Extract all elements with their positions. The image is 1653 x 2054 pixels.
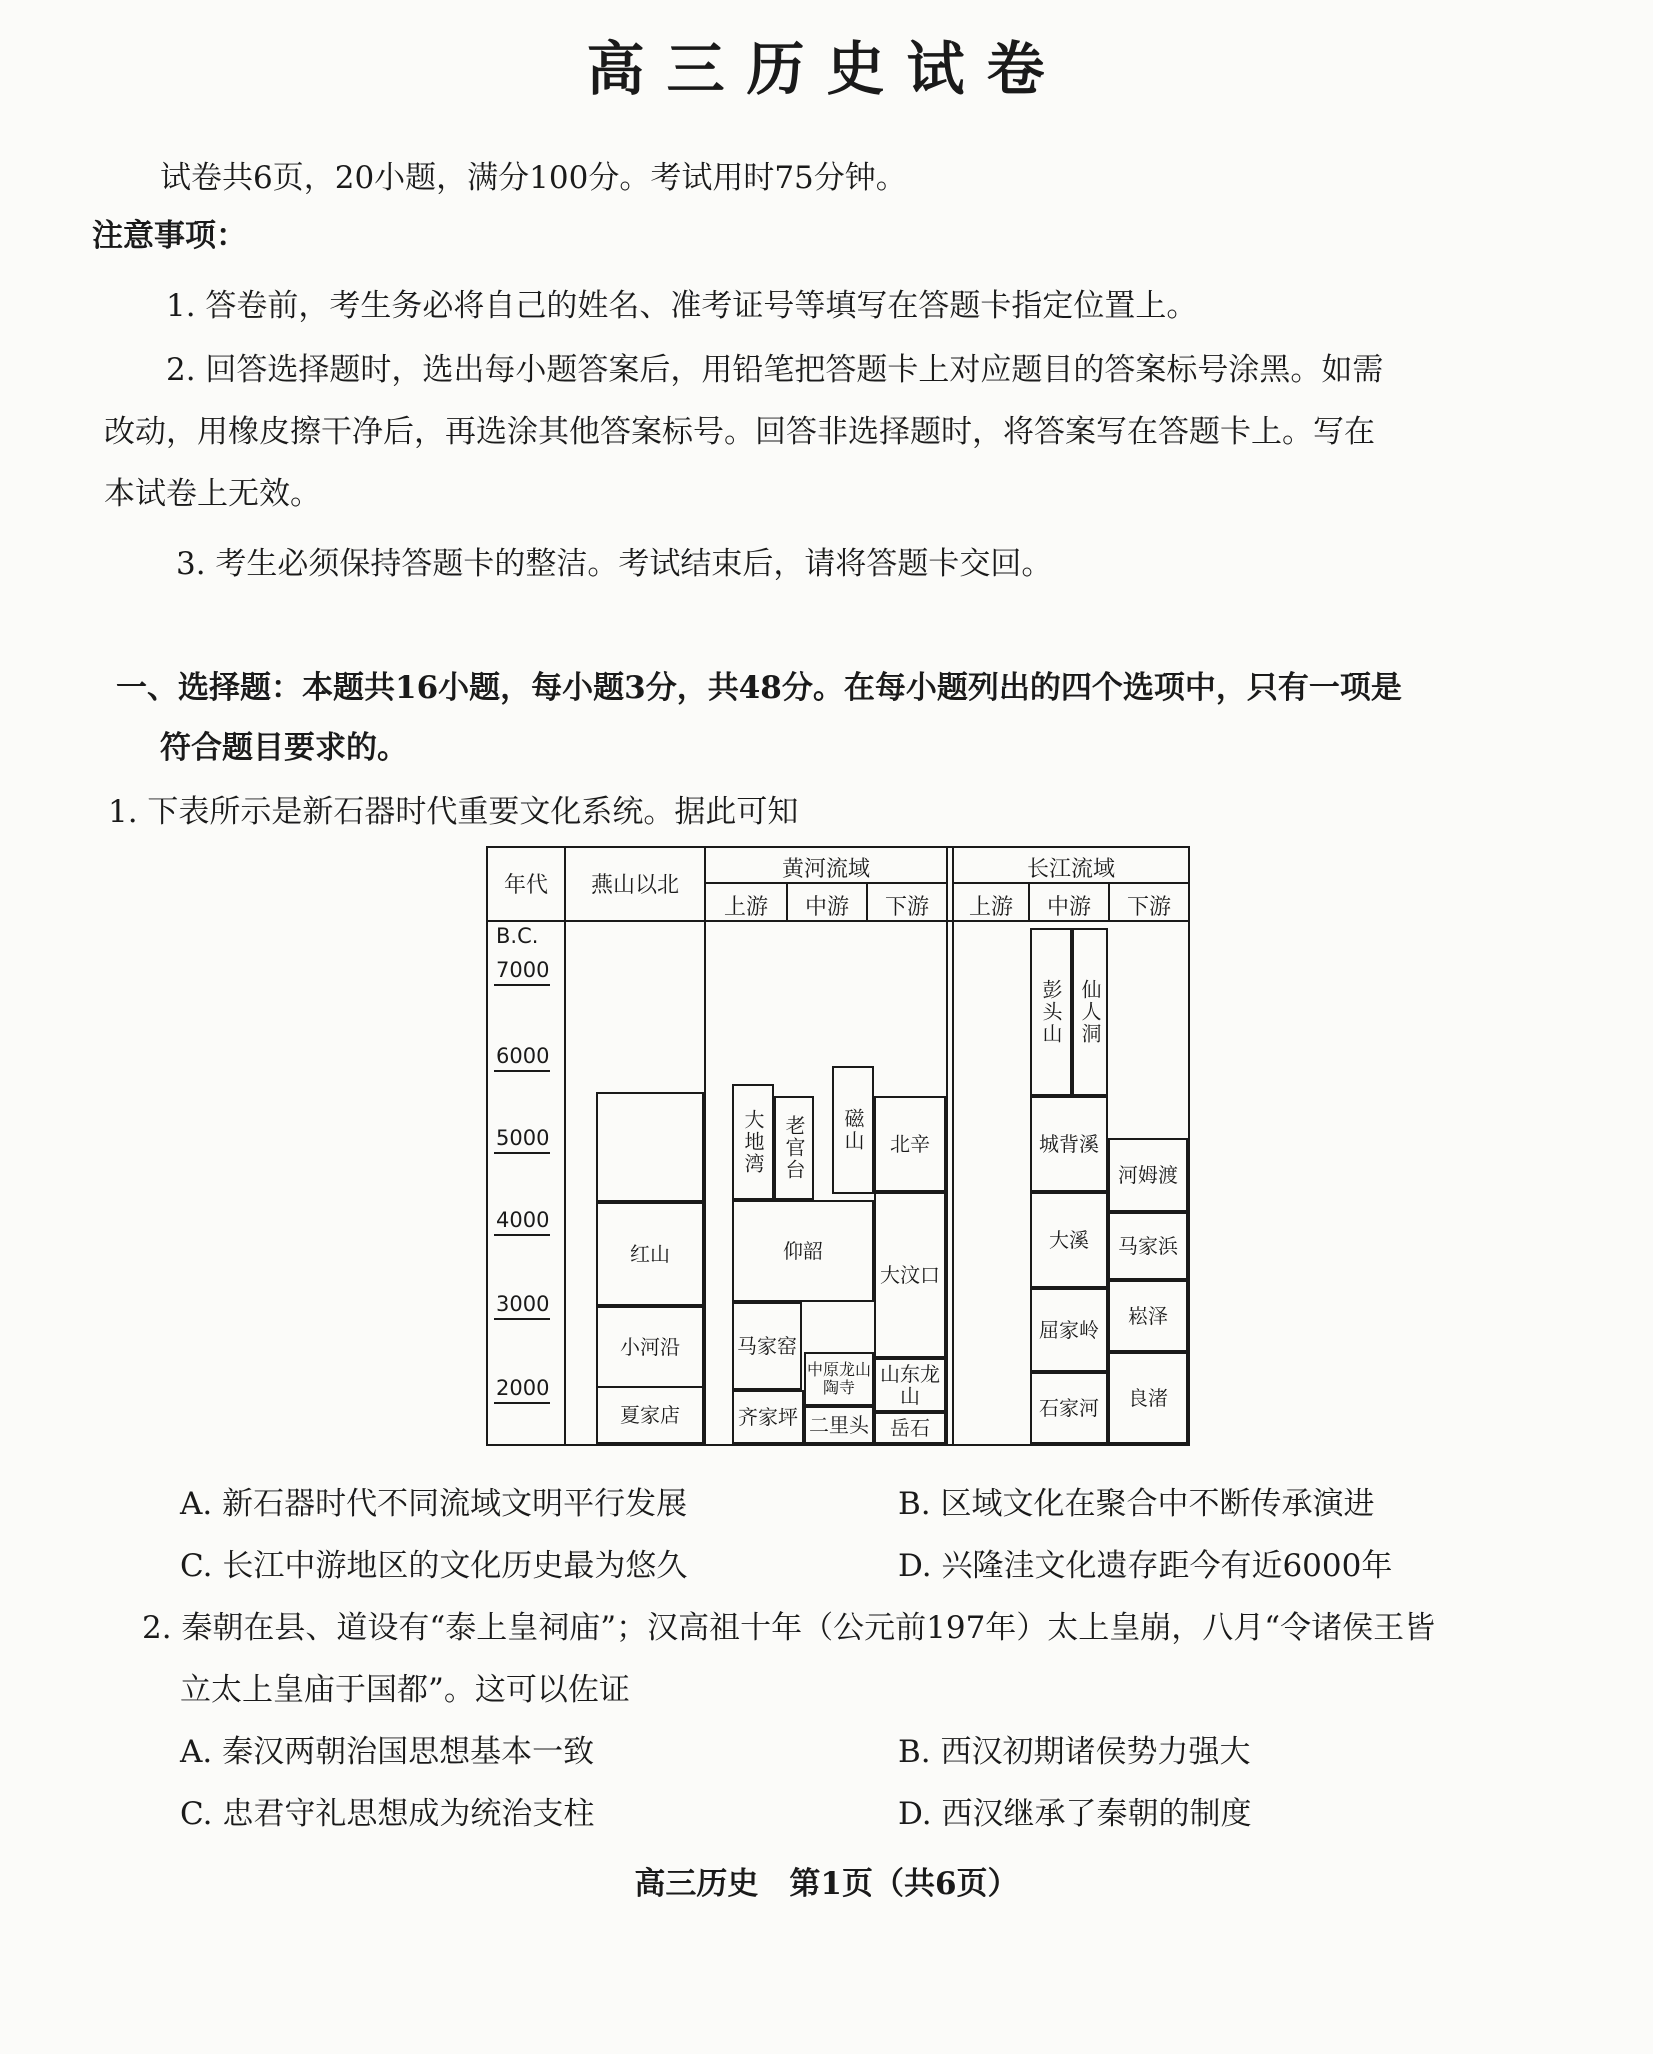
year-tick-6000: 6000 <box>496 1044 550 1068</box>
culture-cishan: 磁山 <box>832 1066 874 1194</box>
header-yangtze: 长江流域 <box>1026 857 1115 882</box>
culture-erlitou: 二里头 <box>804 1406 874 1444</box>
section-heading-cont: 符合题目要求的。 <box>160 730 408 766</box>
year-line-7000 <box>494 984 550 986</box>
year-tick-4000: 4000 <box>496 1208 550 1232</box>
header-north: 燕山以北 <box>590 873 679 898</box>
q2-option-b: B. 西汉初期诸侯势力强大 <box>898 1734 1251 1770</box>
year-tick-3000: 3000 <box>496 1292 550 1316</box>
culture-qujialing: 屈家岭 <box>1030 1288 1108 1372</box>
year-line-3000 <box>494 1318 550 1320</box>
header-yellow-river: 黄河流域 <box>781 857 870 882</box>
culture-dawenkou: 大汶口 <box>874 1192 946 1358</box>
header-era: 年代 <box>503 873 548 898</box>
culture-shijiahe: 石家河 <box>1030 1372 1108 1444</box>
notice-2-cont: 改动，用橡皮擦干净后，再选涂其他答案标号。回答非选择题时，将答案写在答题卡上。写在 <box>104 414 1375 450</box>
q2-option-a: A. 秦汉两朝治国思想基本一致 <box>180 1734 595 1770</box>
page-title: 高三历史试卷 <box>586 35 1067 103</box>
table-bottom-border <box>486 1444 1190 1446</box>
notice-heading: 注意事项： <box>92 218 247 254</box>
q1-option-c: C. 长江中游地区的文化历史最为悠久 <box>180 1548 688 1584</box>
culture-laoguantai: 老官台 <box>774 1096 814 1200</box>
header-yangtze-middle: 中游 <box>1046 895 1091 920</box>
notice-2-end: 本试卷上无效。 <box>104 476 321 512</box>
header-yangtze-lower: 下游 <box>1126 895 1171 920</box>
year-tick-2000: 2000 <box>496 1376 550 1400</box>
year-line-2000 <box>494 1402 550 1404</box>
question-2-stem-cont: 立太上皇庙于国都”。这可以佐证 <box>180 1672 630 1708</box>
culture-liangzhu: 良渚 <box>1108 1352 1188 1444</box>
culture-xiajiadian: 夏家店 <box>596 1386 704 1444</box>
north-col-line <box>704 846 706 1446</box>
section-heading: 一、选择题：本题共16小题，每小题3分，共48分。在每小题列出的四个选项中，只有一项是 <box>116 670 1402 706</box>
yangtze-col-line <box>952 846 954 1446</box>
year-line-5000 <box>494 1152 550 1154</box>
culture-qijiaping: 齐家坪 <box>732 1390 804 1444</box>
culture-zhongyuan-longshan: 中原龙山陶寺 <box>804 1352 874 1406</box>
year-tick-7000: 7000 <box>496 958 550 982</box>
culture-hemudu: 河姆渡 <box>1108 1138 1188 1212</box>
neolithic-culture-table <box>482 846 1192 1446</box>
year-line-6000 <box>494 1070 550 1072</box>
table-top-border <box>486 846 1190 848</box>
yellow-col-line <box>946 846 948 1446</box>
header-yellow-middle: 中游 <box>804 895 849 920</box>
era-bc-label: B.C. <box>496 924 539 948</box>
culture-majiayao: 马家窑 <box>732 1302 802 1390</box>
culture-majiabang: 马家浜 <box>1108 1212 1188 1280</box>
culture-pengtoushan: 彭头山 <box>1030 928 1072 1096</box>
q2-option-d: D. 西汉继承了秦朝的制度 <box>898 1796 1252 1832</box>
culture-yueshi: 岳石 <box>874 1412 946 1444</box>
notice-1: 1. 答卷前，考生务必将自己的姓名、准考证号等填写在答题卡指定位置上。 <box>166 288 1198 324</box>
notice-2: 2. 回答选择题时，选出每小题答案后，用铅笔把答题卡上对应题目的答案标号涂黑。如需 <box>166 352 1384 388</box>
culture-yangshao: 仰韶 <box>732 1200 874 1302</box>
header-yangtze-upper: 上游 <box>968 895 1013 920</box>
header-yellow-lower: 下游 <box>884 895 929 920</box>
table-left-border <box>486 846 488 1446</box>
culture-dadiwan: 大地湾 <box>732 1084 774 1200</box>
header-yellow-upper: 上游 <box>723 895 768 920</box>
notice-3: 3. 考生必须保持答题卡的整洁。考试结束后，请将答题卡交回。 <box>176 546 1053 582</box>
culture-songze: 崧泽 <box>1108 1280 1188 1352</box>
culture-daxi: 大溪 <box>1030 1192 1108 1288</box>
culture-xinglongwa-block <box>596 1092 704 1202</box>
question-1-stem: 1. 下表所示是新石器时代重要文化系统。据此可知 <box>108 794 799 830</box>
culture-shandong-longshan: 山东龙山 <box>874 1358 946 1412</box>
culture-xianrendong: 仙人洞 <box>1072 928 1108 1096</box>
q1-option-d: D. 兴隆洼文化遗存距今有近6000年 <box>898 1548 1393 1584</box>
year-tick-5000: 5000 <box>496 1126 550 1150</box>
year-line-4000 <box>494 1234 550 1236</box>
q2-option-c: C. 忠君守礼思想成为统治支柱 <box>180 1796 595 1832</box>
q1-option-a: A. 新石器时代不同流域文明平行发展 <box>180 1486 688 1522</box>
q1-option-b: B. 区域文化在聚合中不断传承演进 <box>898 1486 1375 1522</box>
page-footer: 高三历史 第1页（共6页） <box>634 1866 1019 1902</box>
culture-xiaoheyan: 小河沿 <box>596 1306 704 1388</box>
culture-beixin: 北辛 <box>874 1096 946 1192</box>
era-col-line <box>564 846 566 1446</box>
table-right-border <box>1188 846 1190 1446</box>
exam-intro: 试卷共6页，20小题，满分100分。考试用时75分钟。 <box>160 160 907 196</box>
question-2-stem: 2. 秦朝在县、道设有“泰上皇祠庙”；汉高祖十年（公元前197年）太上皇崩，八月“令诸侯王皆 <box>142 1610 1436 1646</box>
culture-hongshan: 红山 <box>596 1202 704 1306</box>
culture-chengbeixi: 城背溪 <box>1030 1096 1108 1192</box>
